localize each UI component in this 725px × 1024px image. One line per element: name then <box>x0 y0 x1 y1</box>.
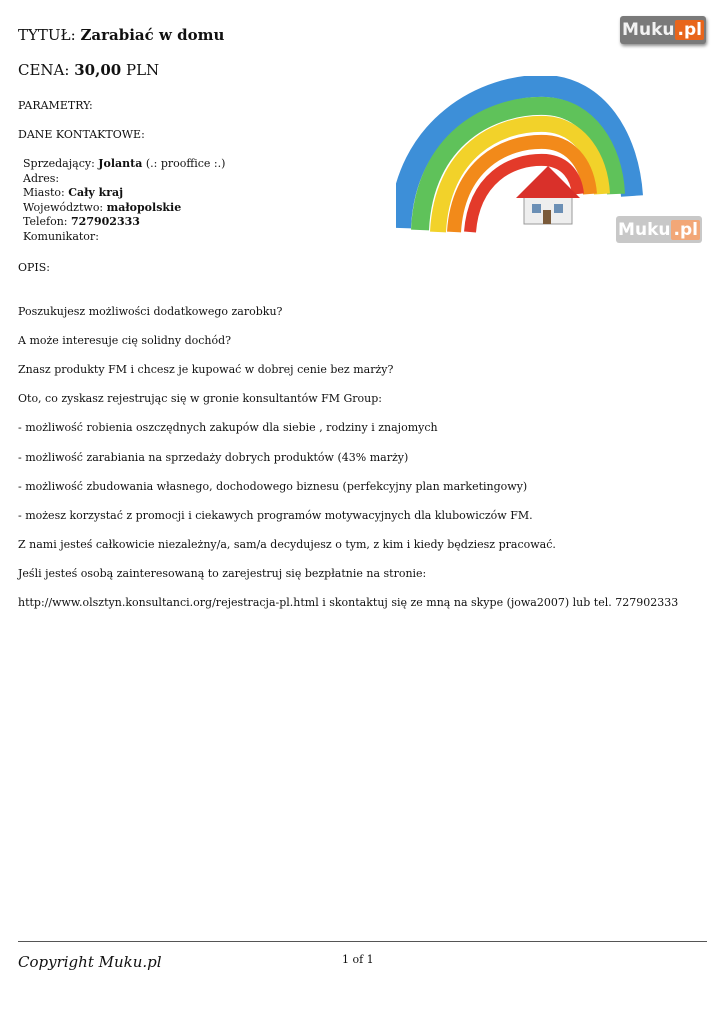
messenger-row: Komunikator: <box>23 229 99 243</box>
contact-heading: DANE KONTAKTOWE: <box>18 128 145 141</box>
address-row: Adres: <box>23 171 60 185</box>
price-value: 30,00 <box>74 61 122 79</box>
description-line: Z nami jesteś całkowicie niezależny/a, sam/a decydujesz o tym, z kim i kiedy będziesz pracować. <box>18 538 556 552</box>
rainbow-house-image <box>396 76 644 236</box>
listing-price: CENA: 30,00 PLN <box>18 61 160 79</box>
muku-watermark: Muku .pl <box>616 216 702 243</box>
description-line: A może interesuje cię solidny dochód? <box>18 333 232 347</box>
description-line: Znasz produkty FM i chcesz je kupować w dobrej cenie bez marży? <box>18 362 394 376</box>
description-line: Poszukujesz możliwości dodatkowego zarobku? <box>18 304 283 318</box>
seller-name: Jolanta <box>98 157 143 170</box>
listing-title: TYTUŁ: Zarabiać w domu <box>18 26 225 44</box>
phone-value: 727902333 <box>71 215 140 229</box>
description-line: - możesz korzystać z promocji i ciekawych programów motywacyjnych dla klubowiczów FM. <box>18 508 533 522</box>
contact-details <box>23 157 225 245</box>
description-heading: OPIS: <box>18 261 51 274</box>
city-row: Miasto: Cały kraj <box>23 186 124 200</box>
description-line: - możliwość zarabiania na sprzedaży dobrych produktów (43% marży) <box>18 450 409 464</box>
listing-title-value: Zarabiać w domu <box>80 26 225 44</box>
footer-copyright: Copyright Muku.pl <box>18 953 162 971</box>
footer-divider <box>18 941 707 942</box>
description-line: Jeśli jesteś osobą zainteresowaną to zarejestruj się bezpłatnie na stronie: <box>18 567 427 581</box>
region-row: Województwo: małopolskie <box>23 200 182 214</box>
region-value: małopolskie <box>106 200 182 214</box>
description-line: Oto, co zyskasz rejestrując się w gronie konsultantów FM Group: <box>18 392 383 406</box>
description-link-line[interactable]: http://www.olsztyn.konsultanci.org/rejestracja-pl.html i skontaktuj się ze mną na skype (jowa2007) lub tel. 727902333 <box>18 596 679 610</box>
seller-nick: (.: prooffice :.) <box>145 157 226 170</box>
muku-logo[interactable]: Muku .pl <box>620 16 706 44</box>
description-body <box>18 290 678 626</box>
page-number: 1 of 1 <box>342 953 374 966</box>
city-value: Cały kraj <box>68 186 124 200</box>
description-line: - możliwość zbudowania własnego, dochodowego biznesu (perfekcyjny plan marketingowy) <box>18 479 528 493</box>
params-heading: PARAMETRY: <box>18 99 93 112</box>
description-line: - możliwość robienia oszczędnych zakupów dla siebie , rodziny i znajomych <box>18 421 438 435</box>
seller-row: Sprzedający: Jolanta (.: prooffice :.) <box>23 157 226 170</box>
phone-row: Telefon: 727902333 <box>23 215 140 229</box>
